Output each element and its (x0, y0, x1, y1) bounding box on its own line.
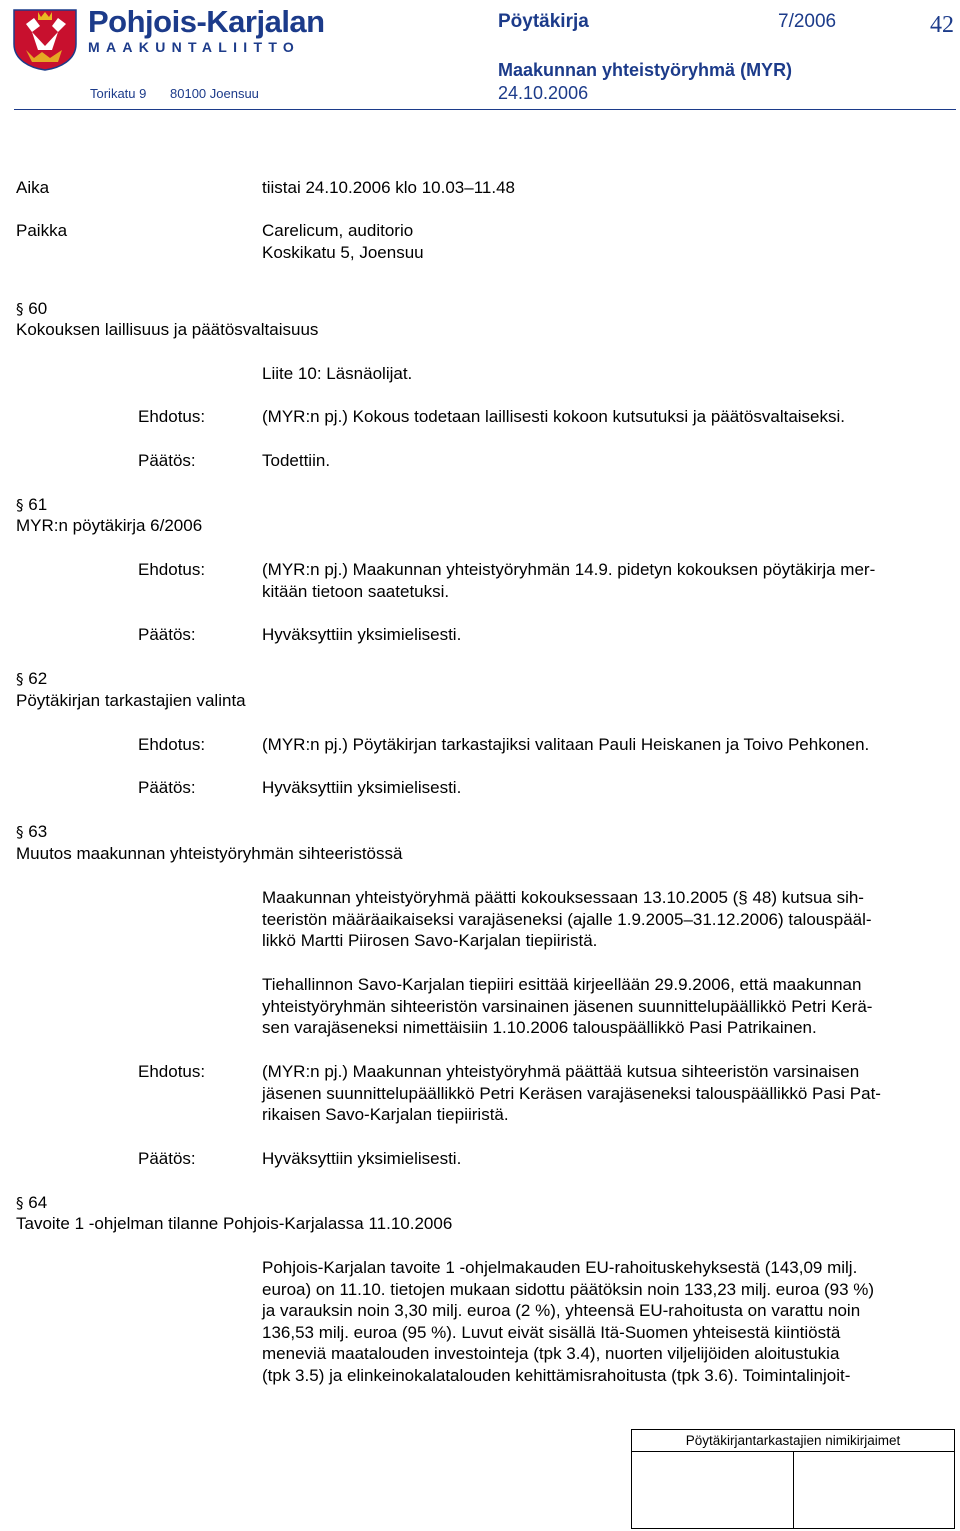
coat-of-arms-icon (12, 6, 78, 72)
section-number: 64 (28, 1193, 48, 1212)
section-symbol: § (16, 496, 24, 514)
ehdotus-line: (MYR:n pj.) Pöytäkirjan tarkastajiksi valitaan Pauli Heiskanen ja Toivo Pehkonen. (262, 735, 870, 754)
paatos-text: Hyväksyttiin yksimielisesti. (262, 778, 462, 797)
section-number: 62 (28, 669, 48, 688)
section-60-title: Kokouksen laillisuus ja päätösvaltaisuus (16, 320, 319, 339)
ehdotus-line: rikaisen Savo-Karjalan tiepiiristä. (262, 1105, 509, 1124)
body-line: meneviä maatalouden investointeja (tpk 3.4), nuorten viljelijöiden aloitustukia (262, 1344, 840, 1363)
ehdotus-line: (MYR:n pj.) Kokous todetaan laillisesti kokoon kutsutuksi ja päätösvaltaiseksi. (262, 407, 846, 426)
paatos-label: Päätös: (138, 625, 196, 644)
section-62-heading (16, 668, 47, 690)
section-60-attachment: Liite 10: Läsnäolijat. (262, 364, 413, 383)
section-symbol: § (16, 670, 24, 688)
section-64-body (262, 1257, 874, 1386)
ehdotus-line: (MYR:n pj.) Maakunnan yhteistyöryhmän 14.9. pidetyn kokouksen pöytäkirja mer- (262, 560, 876, 579)
time-value: tiistai 24.10.2006 klo 10.03–11.48 (262, 178, 515, 197)
address-street: Torikatu 9 (90, 86, 147, 101)
body-line: ja varauksin noin 3,30 milj. euroa (2 %), yhteensä EU-rahoitusta on varattu noin (262, 1301, 861, 1320)
paatos-label: Päätös: (138, 778, 196, 797)
place-line-1: Carelicum, auditorio (262, 221, 414, 240)
header-date: 24.10.2006 (498, 83, 589, 103)
ehdotus-text (262, 1061, 881, 1126)
section-symbol: § (16, 1194, 24, 1212)
ehdotus-label: Ehdotus: (138, 560, 206, 579)
ehdotus-line: (MYR:n pj.) Maakunnan yhteistyöryhmä päättää kutsua sihteeristön varsinaisen (262, 1062, 860, 1081)
paatos-text: Todettiin. (262, 451, 331, 470)
page-number: 42 (930, 12, 954, 38)
ehdotus-text (262, 559, 875, 602)
ehdotus-line: jäsenen suunnittelupäällikkö Petri Keräsen varajäseneksi talouspäällikkö Pasi Pat- (262, 1083, 881, 1103)
body-line: (tpk 3.5) ja elinkeinokalatalouden kehittämisrahoitusta (tpk 3.6). Toimintalinjoit- (262, 1365, 851, 1385)
section-61-title: MYR:n pöytäkirja 6/2006 (16, 516, 203, 535)
place-line-2: Koskikatu 5, Joensuu (262, 243, 424, 262)
section-symbol: § (16, 300, 24, 318)
section-number: 61 (28, 495, 48, 514)
body-line: Pohjois-Karjalan tavoite 1 -ohjelmakauden EU-rahoituskehyksestä (143,09 milj. (262, 1258, 858, 1277)
ehdotus-text (262, 734, 869, 756)
signature-cell[interactable] (793, 1452, 955, 1529)
section-63-heading (16, 821, 47, 843)
body-line: 136,53 milj. euroa (95 %). Luvut eivät sisällä Itä-Suomen yhteisestä kiintiöstä (262, 1322, 841, 1342)
time-label: Aika (16, 178, 50, 197)
signature-table (631, 1429, 955, 1529)
body-line: yhteistyöryhmän sihteeristön varsinainen jäsenen suunnittelupäällikkö Petri Kerä- (262, 996, 873, 1016)
place-label: Paikka (16, 221, 68, 240)
paatos-text: Hyväksyttiin yksimielisesti. (262, 1149, 462, 1168)
signature-cell[interactable] (632, 1452, 794, 1529)
header-divider (14, 109, 956, 110)
paatos-text: Hyväksyttiin yksimielisesti. (262, 625, 462, 644)
ehdotus-line: kitään tietoon saatetuksi. (262, 581, 450, 601)
address-postal: 80100 Joensuu (170, 86, 259, 101)
section-63-background (262, 887, 872, 952)
section-number: 60 (28, 299, 48, 318)
paatos-label: Päätös: (138, 1149, 196, 1168)
body-line: sen varajäseneksi nimettäisiin 1.10.2006 talouspäällikkö Pasi Patrikainen. (262, 1018, 817, 1037)
section-61-heading (16, 494, 47, 516)
brand-name: Pohjois-Karjalan (88, 4, 325, 39)
ehdotus-text (262, 406, 845, 428)
section-64-title: Tavoite 1 -ohjelman tilanne Pohjois-Karjalassa 11.10.2006 (16, 1214, 453, 1233)
document-type: Pöytäkirja (498, 11, 589, 32)
section-64-heading (16, 1192, 47, 1214)
body-line: euroa) on 11.10. tietojen mukaan sidottu päätöksin noin 133,23 milj. euroa (93 %) (262, 1279, 875, 1299)
body-line: likkö Martti Piirosen Savo-Karjalan tiepiiristä. (262, 931, 598, 950)
signature-label: Pöytäkirjantarkastajien nimikirjaimet (632, 1430, 955, 1452)
ehdotus-label: Ehdotus: (138, 407, 206, 426)
section-63-request (262, 974, 872, 1039)
body-name: Maakunnan yhteistyöryhmä (MYR) (498, 60, 793, 80)
paatos-label: Päätös: (138, 451, 196, 470)
section-60-heading (16, 298, 47, 320)
section-63-title: Muutos maakunnan yhteistyöryhmän sihteeristössä (16, 844, 403, 863)
ehdotus-label: Ehdotus: (138, 1062, 206, 1081)
document-number: 7/2006 (778, 11, 837, 32)
ehdotus-label: Ehdotus: (138, 735, 206, 754)
body-line: Maakunnan yhteistyöryhmä päätti kokouksessaan 13.10.2005 (§ 48) kutsua sih- (262, 888, 864, 907)
body-line: teeristön määräaikaiseksi varajäseneksi (ajalle 1.9.2005–31.12.2006) talouspääl- (262, 909, 872, 929)
section-number: 63 (28, 822, 48, 841)
body-line: Tiehallinnon Savo-Karjalan tiepiiri esittää kirjeellään 29.9.2006, että maakunnan (262, 975, 862, 994)
section-symbol: § (16, 823, 24, 841)
section-62-title: Pöytäkirjan tarkastajien valinta (16, 691, 246, 710)
brand-subname: MAAKUNTALIITTO (88, 39, 301, 55)
